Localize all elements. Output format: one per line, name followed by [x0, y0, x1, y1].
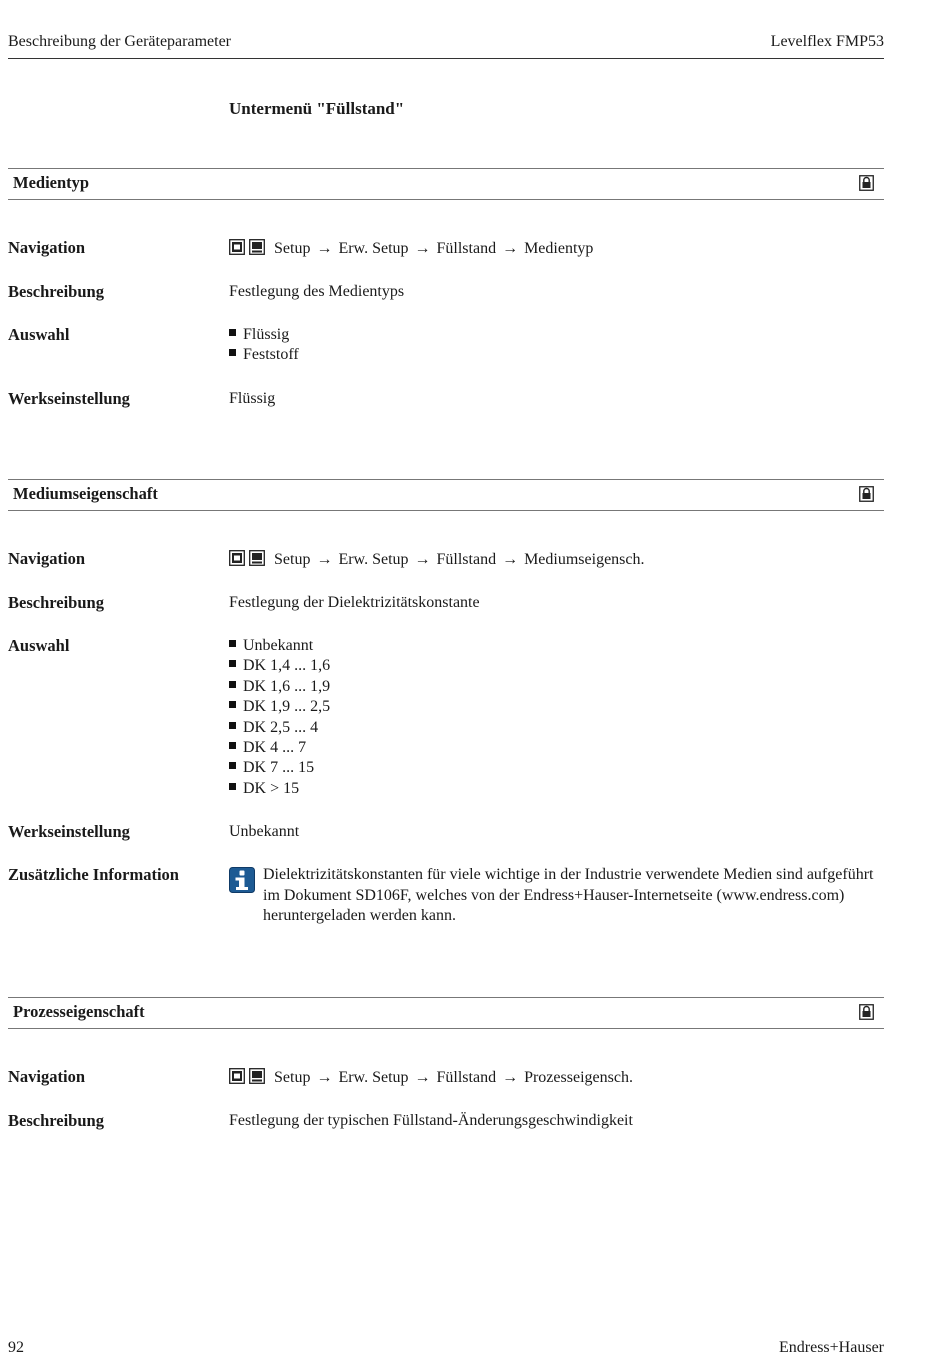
description-text: Festlegung der Dielektrizitätskonstante [229, 594, 480, 611]
arrow-icon: → [414, 1069, 431, 1086]
operating-tool-icon [249, 239, 265, 255]
section-title: Prozesseigenschaft [13, 1002, 145, 1021]
nav-step: Erw. Setup [338, 240, 409, 257]
list-item: DK 1,9 ... 2,5 [229, 697, 330, 717]
section-bar-mediumseigenschaft [8, 479, 884, 511]
description-text: Festlegung der typischen Füllstand-Änderungsgeschwindigkeit [229, 1112, 633, 1129]
list-item: Unbekannt [229, 636, 330, 656]
label-selection: Auswahl [8, 325, 70, 344]
bullet-square-icon [229, 762, 236, 769]
section-title: Medientyp [13, 173, 90, 192]
nav-step: Mediumseigensch. [524, 551, 645, 568]
list-item: DK > 15 [229, 779, 330, 799]
arrow-icon: → [316, 551, 333, 568]
factory-setting-value: Flüssig [229, 390, 276, 407]
info-icon [229, 867, 255, 893]
label-factory-setting: Werkseinstellung [8, 822, 130, 841]
bullet-square-icon [229, 681, 236, 688]
list-item: Flüssig [229, 325, 299, 345]
bullet-square-icon [229, 701, 236, 708]
header-rule [8, 58, 884, 59]
list-item: DK 4 ... 7 [229, 738, 330, 758]
arrow-icon: → [414, 551, 431, 568]
info-text: Dielektrizitätskonstanten für viele wichtige in der Industrie verwendete Medien sind aufgeführt im Dokument SD106F, welches von der Endress+Hauser-Internetseite (www.endress.com) heruntergeladen werden kann. [263, 866, 874, 924]
operating-tool-icon [249, 1068, 265, 1084]
section-title: Mediumseigenschaft [13, 484, 158, 503]
section-bar-prozesseigenschaft [8, 997, 884, 1029]
section-bar-medientyp [8, 168, 884, 200]
label-navigation: Navigation [8, 238, 86, 257]
navigation-path [229, 1068, 633, 1087]
nav-step: Medientyp [524, 240, 594, 257]
arrow-icon: → [414, 240, 431, 257]
operating-tool-icon [249, 550, 265, 566]
bullet-square-icon [229, 722, 236, 729]
nav-step: Füllstand [436, 1069, 497, 1086]
nav-step: Füllstand [436, 551, 497, 568]
lock-icon [859, 175, 874, 191]
onsite-display-icon [229, 550, 245, 566]
list-item: DK 1,6 ... 1,9 [229, 677, 330, 697]
running-header-title: Beschreibung der Geräteparameter [8, 33, 231, 50]
list-item: DK 2,5 ... 4 [229, 718, 330, 738]
factory-setting-value: Unbekannt [229, 823, 300, 840]
label-navigation: Navigation [8, 1067, 86, 1086]
label-factory-setting: Werkseinstellung [8, 389, 130, 408]
arrow-icon: → [502, 551, 519, 568]
submenu-title: Untermenü "Füllstand" [229, 99, 405, 118]
nav-step: Füllstand [436, 240, 497, 257]
page-number: 92 [8, 1339, 24, 1356]
nav-step: Setup [274, 551, 311, 568]
label-navigation: Navigation [8, 549, 86, 568]
label-selection: Auswahl [8, 636, 70, 655]
nav-step: Prozesseigensch. [524, 1069, 633, 1086]
arrow-icon: → [502, 240, 519, 257]
label-description: Beschreibung [8, 593, 104, 612]
list-item: DK 7 ... 15 [229, 758, 330, 778]
navigation-path [229, 239, 593, 258]
running-header-product: Levelflex FMP53 [770, 33, 884, 50]
bullet-square-icon [229, 742, 236, 749]
nav-step: Setup [274, 240, 311, 257]
lock-icon [859, 486, 874, 502]
arrow-icon: → [316, 240, 333, 257]
nav-step: Erw. Setup [338, 551, 409, 568]
nav-step: Setup [274, 1069, 311, 1086]
bullet-square-icon [229, 783, 236, 790]
label-description: Beschreibung [8, 282, 104, 301]
lock-icon [859, 1004, 874, 1020]
navigation-path [229, 550, 645, 569]
bullet-square-icon [229, 329, 236, 336]
option-list [229, 325, 299, 366]
label-additional-info: Zusätzliche Information [8, 865, 179, 884]
list-item: Feststoff [229, 345, 299, 365]
description-text: Festlegung des Medientyps [229, 283, 405, 300]
footer-brand: Endress+Hauser [779, 1339, 884, 1356]
nav-step: Erw. Setup [338, 1069, 409, 1086]
label-description: Beschreibung [8, 1111, 104, 1130]
option-list [229, 636, 330, 799]
bullet-square-icon [229, 349, 236, 356]
list-item: DK 1,4 ... 1,6 [229, 656, 330, 676]
onsite-display-icon [229, 239, 245, 255]
onsite-display-icon [229, 1068, 245, 1084]
arrow-icon: → [316, 1069, 333, 1086]
bullet-square-icon [229, 660, 236, 667]
arrow-icon: → [502, 1069, 519, 1086]
bullet-square-icon [229, 640, 236, 647]
